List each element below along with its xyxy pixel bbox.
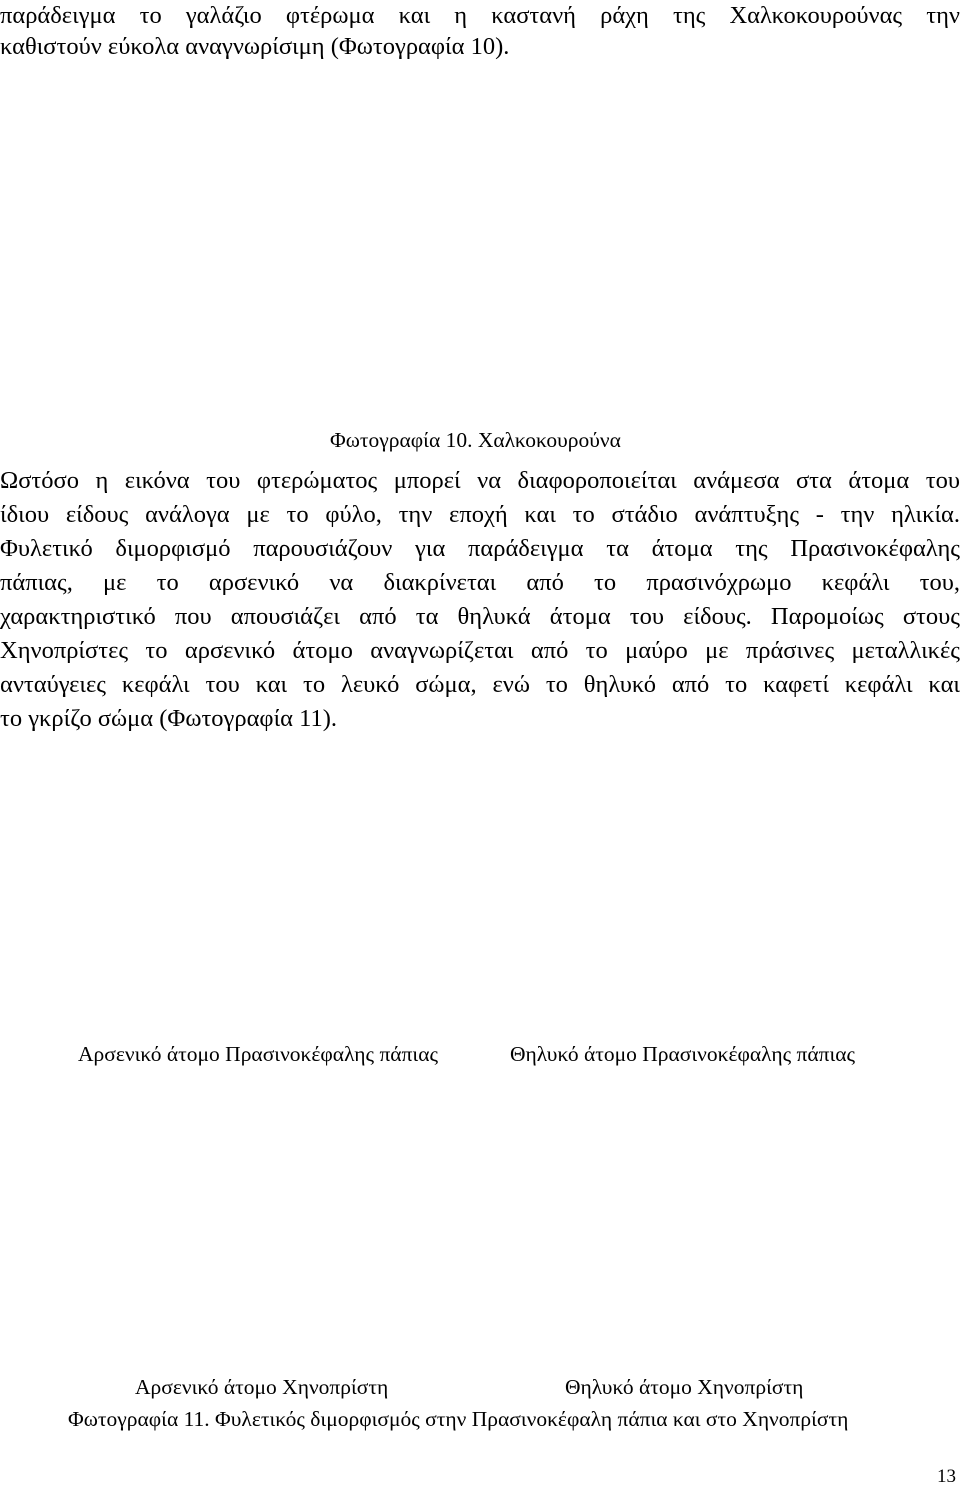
photo-11-bottom-area bbox=[0, 1075, 960, 1365]
merganser-female-caption: Θηλυκό άτομο Χηνοπρίστη bbox=[565, 1375, 804, 1399]
photo-11-caption: Φωτογραφία 11. Φυλετικός διμορφισμός στην Πρασινοκέφαλη πάπια και στο Χηνοπρίστη bbox=[68, 1407, 849, 1431]
paragraph-line-5: χαρακτηριστικό που απουσιάζει από τα θηλυκά άτομα του είδους. Παρομοίως στους bbox=[0, 603, 960, 630]
merganser-male-caption: Αρσενικό άτομο Χηνοπρίστη bbox=[135, 1375, 389, 1399]
paragraph-line-1: Ωστόσο η εικόνα του φτερώματος μπορεί να διαφοροποιείται ανάμεσα στα άτομα του bbox=[0, 467, 960, 494]
intro-line-1: παράδειγμα το γαλάζιο φτέρωμα και η καστανή ράχη της Χαλκοκουρούνας την bbox=[0, 2, 960, 29]
paragraph-line-6: Χηνοπρίστες το αρσενικό άτομο αναγνωρίζεται από το μαύρο με πράσινες μεταλλικές bbox=[0, 637, 960, 664]
photo-11-top-area bbox=[0, 745, 960, 1035]
mallard-female-caption: Θηλυκό άτομο Πρασινοκέφαλης πάπιας bbox=[510, 1042, 856, 1066]
paragraph-line-3: Φυλετικό διμορφισμό παρουσιάζουν για παράδειγμα τα άτομα της Πρασινοκέφαλης bbox=[0, 535, 960, 562]
photo-10-caption: Φωτογραφία 10. Χαλκοκουρούνα bbox=[330, 428, 621, 452]
page-number: 13 bbox=[937, 1466, 956, 1487]
paragraph-line-7: ανταύγειες κεφάλι του και το λευκό σώμα, ενώ το θηλυκό από το καφετί κεφάλι και bbox=[0, 671, 960, 698]
photo-10-area bbox=[0, 70, 960, 420]
paragraph-line-4: πάπιας, με το αρσενικό να διακρίνεται από το πρασινόχρωμο κεφάλι του, bbox=[0, 569, 960, 596]
paragraph-line-8: το γκρίζο σώμα (Φωτογραφία 11). bbox=[0, 705, 337, 732]
paragraph-line-2: ίδιου είδους ανάλογα με το φύλο, την εποχή και το στάδιο ανάπτυξης - την ηλικία. bbox=[0, 501, 960, 528]
mallard-male-caption: Αρσενικό άτομο Πρασινοκέφαλης πάπιας bbox=[78, 1042, 438, 1066]
intro-line-2: καθιστούν εύκολα αναγνωρίσιμη (Φωτογραφία 10). bbox=[0, 33, 510, 60]
